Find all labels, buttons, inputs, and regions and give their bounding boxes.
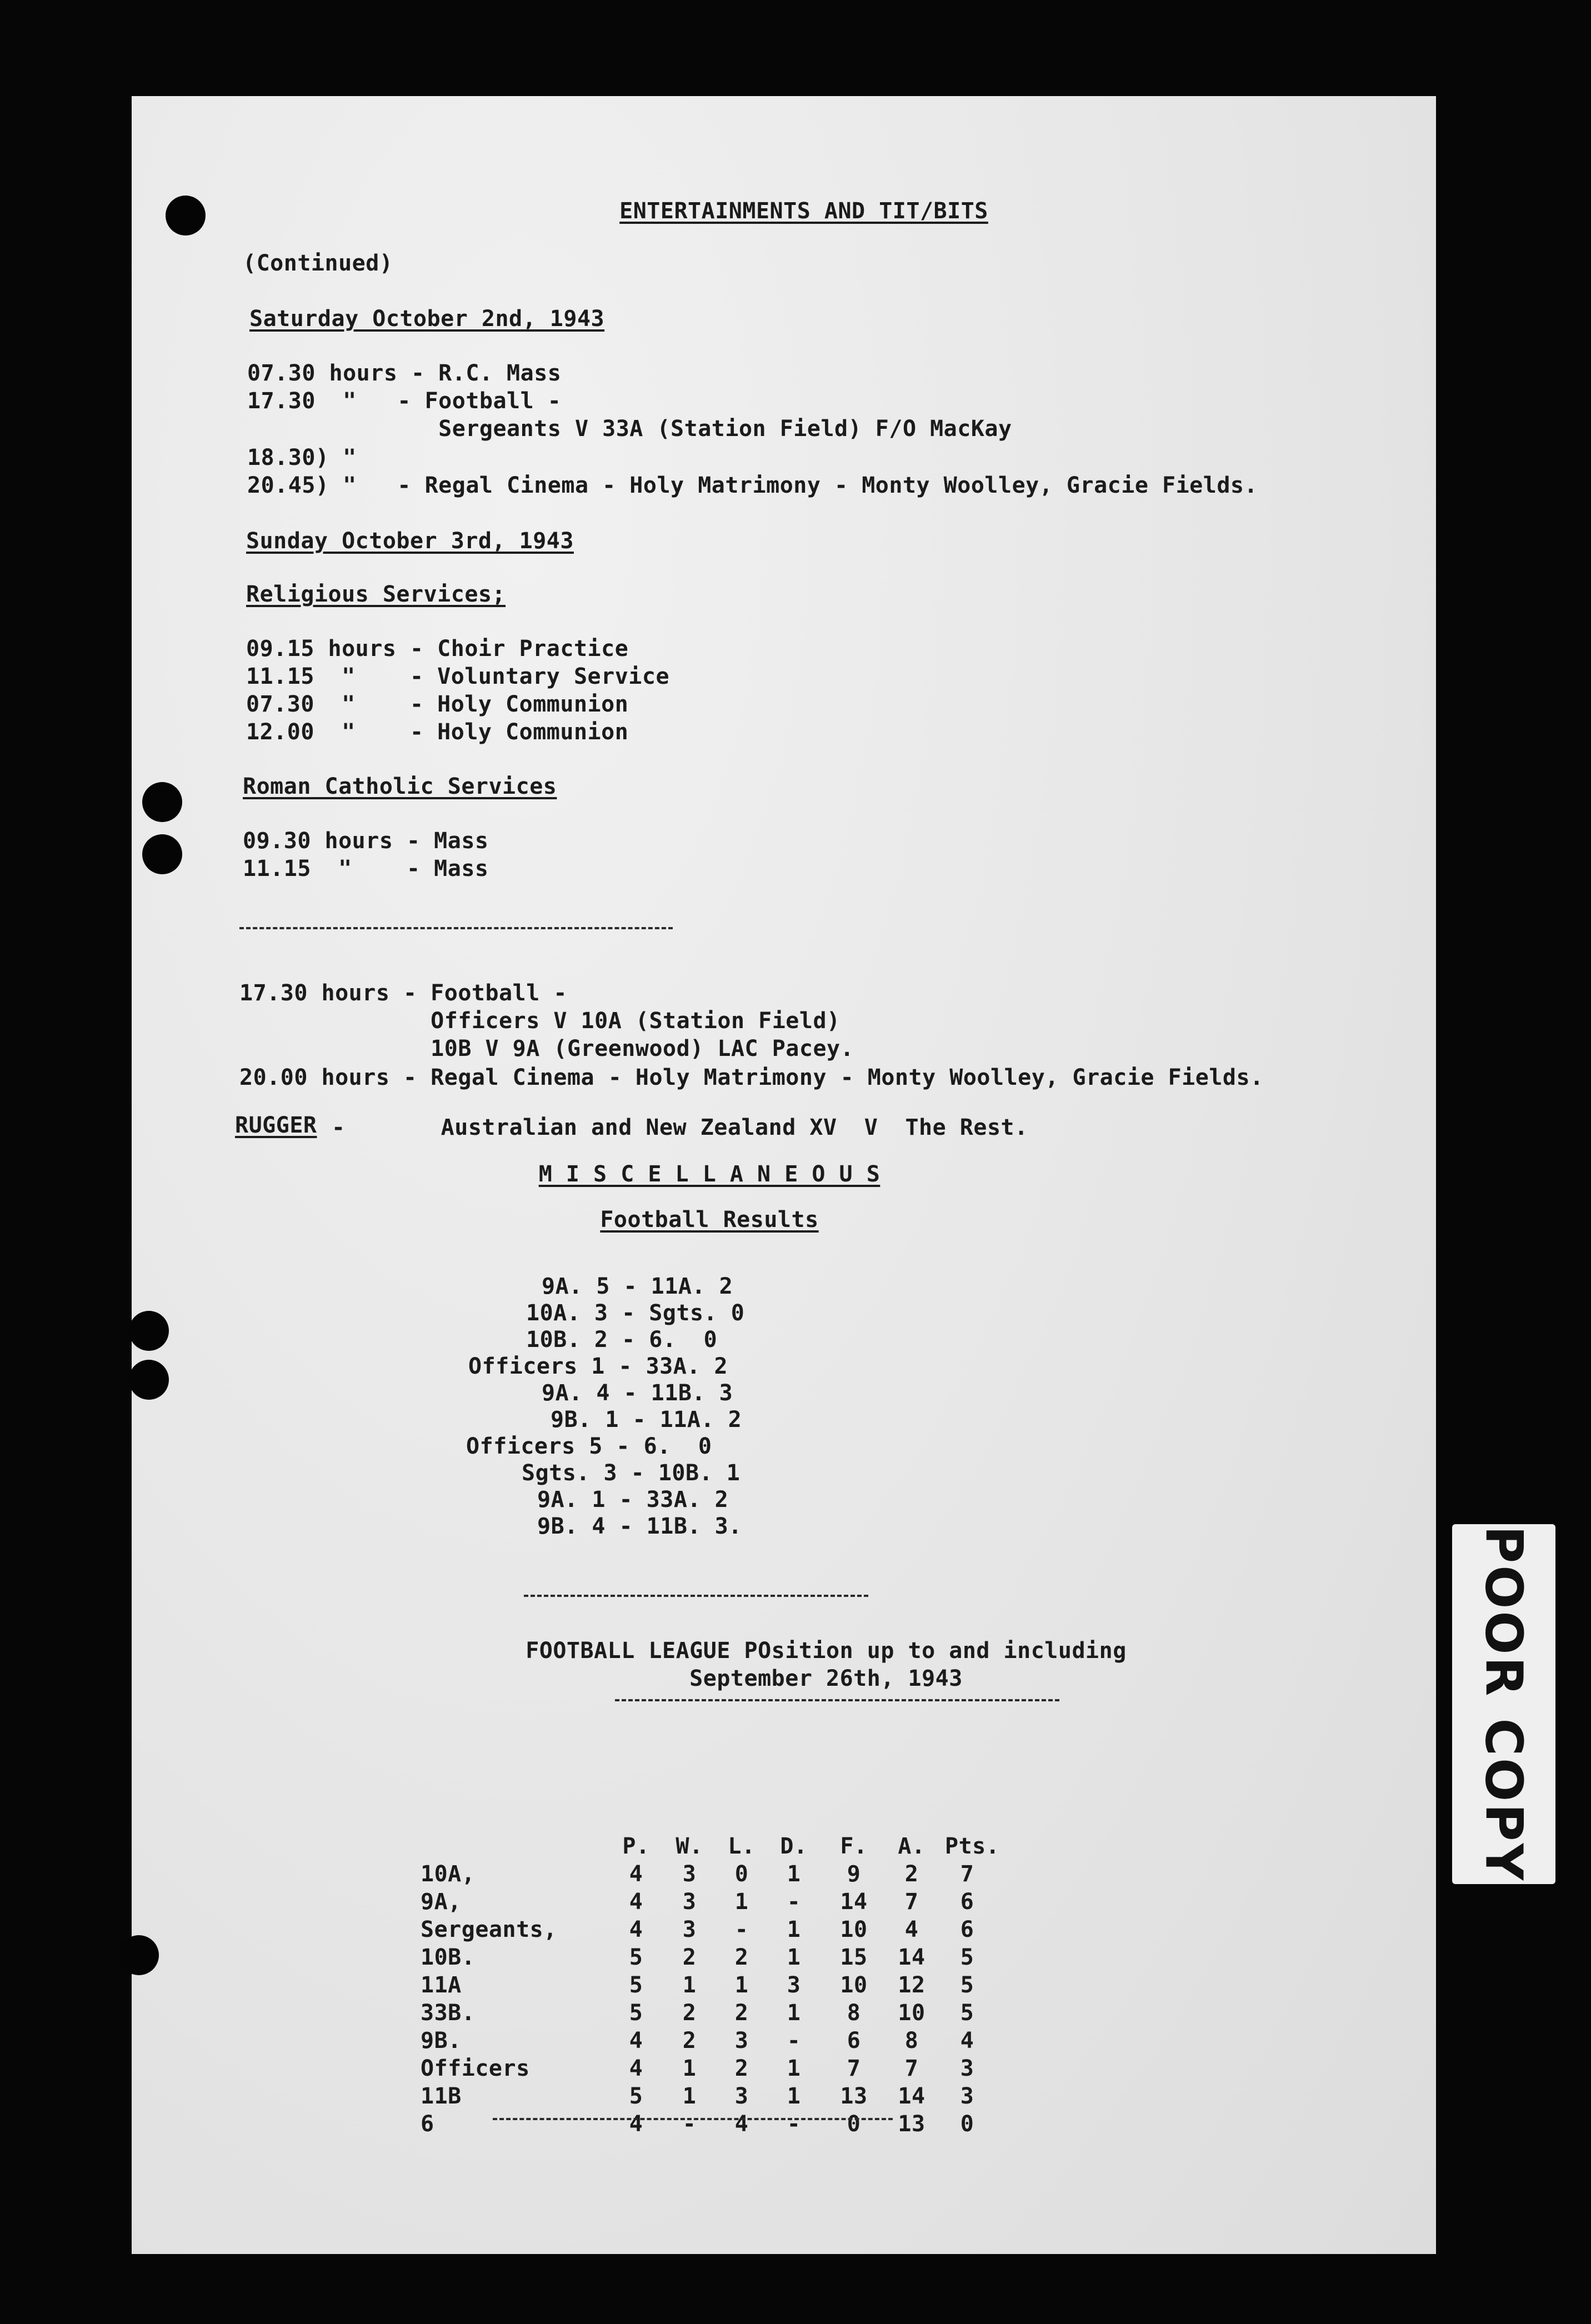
team-name: 6	[421, 2111, 434, 2137]
result-line: Sgts. 3 - 10B. 1	[522, 1460, 741, 1486]
league-heading-line2: September 26th, 1943	[689, 1666, 963, 1691]
table-cell: 1	[787, 2083, 801, 2109]
table-cell: 3	[734, 2028, 749, 2053]
table-cell: 5	[629, 1972, 643, 1998]
sunday-heading: Sunday October 3rd, 1943	[246, 528, 574, 554]
service-line: 09.15 hours - Choir Practice	[246, 636, 629, 662]
table-cell: 2	[904, 1861, 919, 1887]
table-cell: 2	[734, 2056, 749, 2081]
table-cell: 4	[629, 2028, 643, 2053]
column-header: L.	[728, 1834, 756, 1859]
religious-services-heading: Religious Services;	[246, 582, 506, 607]
table-cell: 14	[898, 1945, 925, 1970]
table-cell: 4	[629, 2056, 643, 2081]
table-cell: 4	[734, 2111, 749, 2137]
team-name: Officers	[421, 2056, 530, 2081]
table-cell: 2	[734, 2000, 749, 2026]
poor-copy-stamp	[1452, 1524, 1555, 1884]
table-cell: 3	[734, 2083, 749, 2109]
schedule-line: 17.30 " - Football -	[247, 388, 562, 414]
schedule-line: 17.30 hours - Football -	[239, 980, 567, 1006]
table-cell: 0	[847, 2111, 861, 2137]
table-cell: 1	[787, 2000, 801, 2026]
result-line: 10A. 3 - Sgts. 0	[526, 1300, 745, 1326]
service-line: 11.15 " - Voluntary Service	[246, 664, 670, 689]
service-line: 12.00 " - Holy Communion	[246, 719, 629, 745]
table-cell: 3	[682, 1889, 697, 1915]
column-header: P.	[622, 1834, 650, 1859]
service-line: 09.30 hours - Mass	[243, 828, 489, 854]
table-cell: 2	[682, 1945, 697, 1970]
team-name: 11A	[421, 1972, 462, 1998]
schedule-line: 07.30 hours - R.C. Mass	[247, 360, 562, 386]
table-cell: 14	[898, 2083, 925, 2109]
column-header: W.	[676, 1834, 703, 1859]
rugger-label: RUGGER	[235, 1113, 317, 1138]
table-cell: 5	[960, 2000, 974, 2026]
table-cell: -	[734, 1917, 749, 1942]
table-cell: 1	[734, 1889, 749, 1915]
table-cell: 9	[847, 1861, 861, 1887]
table-cell: 8	[904, 2028, 919, 2053]
document-page	[132, 96, 1436, 2254]
stamp-text: POOR COPY	[1474, 1525, 1534, 1883]
punch-hole	[142, 782, 182, 822]
punch-hole	[129, 1311, 169, 1351]
saturday-heading: Saturday October 2nd, 1943	[249, 306, 605, 332]
result-line: 9B. 1 - 11A. 2	[551, 1407, 742, 1433]
result-line: Officers 1 - 33A. 2	[468, 1354, 728, 1379]
table-cell: 1	[682, 1972, 697, 1998]
table-cell: 1	[734, 1972, 749, 1998]
punch-hole	[119, 1935, 159, 1975]
document-title: ENTERTAINMENTS AND TIT/BITS	[619, 198, 988, 224]
schedule-line: Sergeants V 33A (Station Field) F/O MacKay	[247, 416, 1012, 442]
table-cell: 4	[629, 1889, 643, 1915]
table-cell: 5	[629, 2083, 643, 2109]
table-cell: 4	[904, 1917, 919, 1942]
table-cell: 5	[960, 1945, 974, 1970]
table-cell: 0	[960, 2111, 974, 2137]
footer-divider	[493, 2118, 893, 2120]
table-cell: 5	[629, 1945, 643, 1970]
team-name: 11B	[421, 2083, 462, 2109]
result-line: 9B. 4 - 11B. 3.	[537, 1514, 742, 1539]
continued-label: (Continued)	[243, 251, 393, 276]
table-cell: 6	[847, 2028, 861, 2053]
result-line: 10B. 2 - 6. 0	[526, 1327, 718, 1353]
table-cell: 0	[734, 1861, 749, 1887]
table-cell: 1	[787, 1861, 801, 1887]
result-line: 9A. 1 - 33A. 2	[537, 1487, 729, 1512]
team-name: 10B.	[421, 1945, 476, 1970]
schedule-line: 20.45) " - Regal Cinema - Holy Matrimony - Monty Woolley, Gracie Fields.	[247, 473, 1258, 498]
table-cell: 7	[847, 2056, 861, 2081]
table-cell: 13	[840, 2083, 868, 2109]
table-cell: 6	[960, 1917, 974, 1942]
miscellaneous-heading: M I S C E L L A N E O U S	[538, 1161, 880, 1187]
team-name: 9A,	[421, 1889, 462, 1915]
table-cell: 12	[898, 1972, 925, 1998]
league-table	[132, 96, 1436, 2254]
result-line: Officers 5 - 6. 0	[466, 1434, 712, 1459]
team-name: 33B.	[421, 2000, 476, 2026]
column-header: F.	[840, 1834, 868, 1859]
team-name: 10A,	[421, 1861, 476, 1887]
punch-hole	[166, 196, 206, 236]
table-cell: 10	[840, 1972, 868, 1998]
football-results-heading: Football Results	[600, 1207, 819, 1233]
table-cell: -	[787, 1889, 801, 1915]
table-cell: 4	[629, 2111, 643, 2137]
table-cell: 1	[787, 2056, 801, 2081]
punch-hole	[129, 1360, 169, 1400]
schedule-line: 10B V 9A (Greenwood) LAC Pacey.	[239, 1036, 854, 1061]
table-cell: 4	[960, 2028, 974, 2053]
column-header: D.	[780, 1834, 808, 1859]
table-cell: 7	[960, 1861, 974, 1887]
result-line: 9A. 5 - 11A. 2	[542, 1274, 733, 1299]
table-cell: 7	[904, 2056, 919, 2081]
service-line: 07.30 " - Holy Communion	[246, 692, 629, 717]
league-heading-line1: FOOTBALL LEAGUE POsition up to and including	[526, 1638, 1127, 1664]
table-cell: 5	[960, 1972, 974, 1998]
column-header: Pts.	[945, 1834, 1000, 1859]
result-line: 9A. 4 - 11B. 3	[542, 1380, 733, 1406]
punch-hole	[142, 834, 182, 874]
table-cell: -	[787, 2028, 801, 2053]
table-cell: -	[682, 2111, 697, 2137]
table-cell: 2	[734, 1945, 749, 1970]
table-cell: 10	[840, 1917, 868, 1942]
roman-catholic-heading: Roman Catholic Services	[243, 774, 557, 799]
rugger-fixture: - Australian and New Zealand XV V The Rest.	[332, 1115, 1028, 1140]
column-header: A.	[898, 1834, 925, 1859]
table-cell: 2	[682, 2028, 697, 2053]
table-cell: 2	[682, 2000, 697, 2026]
table-cell: 1	[787, 1945, 801, 1970]
table-cell: -	[787, 2111, 801, 2137]
table-cell: 3	[682, 1861, 697, 1887]
team-name: 9B.	[421, 2028, 462, 2053]
table-cell: 3	[960, 2056, 974, 2081]
team-name: Sergeants,	[421, 1917, 557, 1942]
table-cell: 3	[787, 1972, 801, 1998]
table-cell: 10	[898, 2000, 925, 2026]
table-cell: 1	[682, 2083, 697, 2109]
table-cell: 4	[629, 1917, 643, 1942]
schedule-line: 20.00 hours - Regal Cinema - Holy Matrimony - Monty Woolley, Gracie Fields.	[239, 1065, 1264, 1090]
table-cell: 7	[904, 1889, 919, 1915]
table-cell: 8	[847, 2000, 861, 2026]
table-cell: 13	[898, 2111, 925, 2137]
table-cell: 1	[787, 1917, 801, 1942]
table-cell: 3	[682, 1917, 697, 1942]
table-cell: 14	[840, 1889, 868, 1915]
table-cell: 3	[960, 2083, 974, 2109]
table-cell: 1	[682, 2056, 697, 2081]
table-cell: 6	[960, 1889, 974, 1915]
schedule-line: Officers V 10A (Station Field)	[239, 1008, 840, 1034]
service-line: 11.15 " - Mass	[243, 856, 489, 881]
table-cell: 15	[840, 1945, 868, 1970]
table-cell: 4	[629, 1861, 643, 1887]
schedule-line: 18.30) "	[247, 445, 357, 470]
table-cell: 5	[629, 2000, 643, 2026]
